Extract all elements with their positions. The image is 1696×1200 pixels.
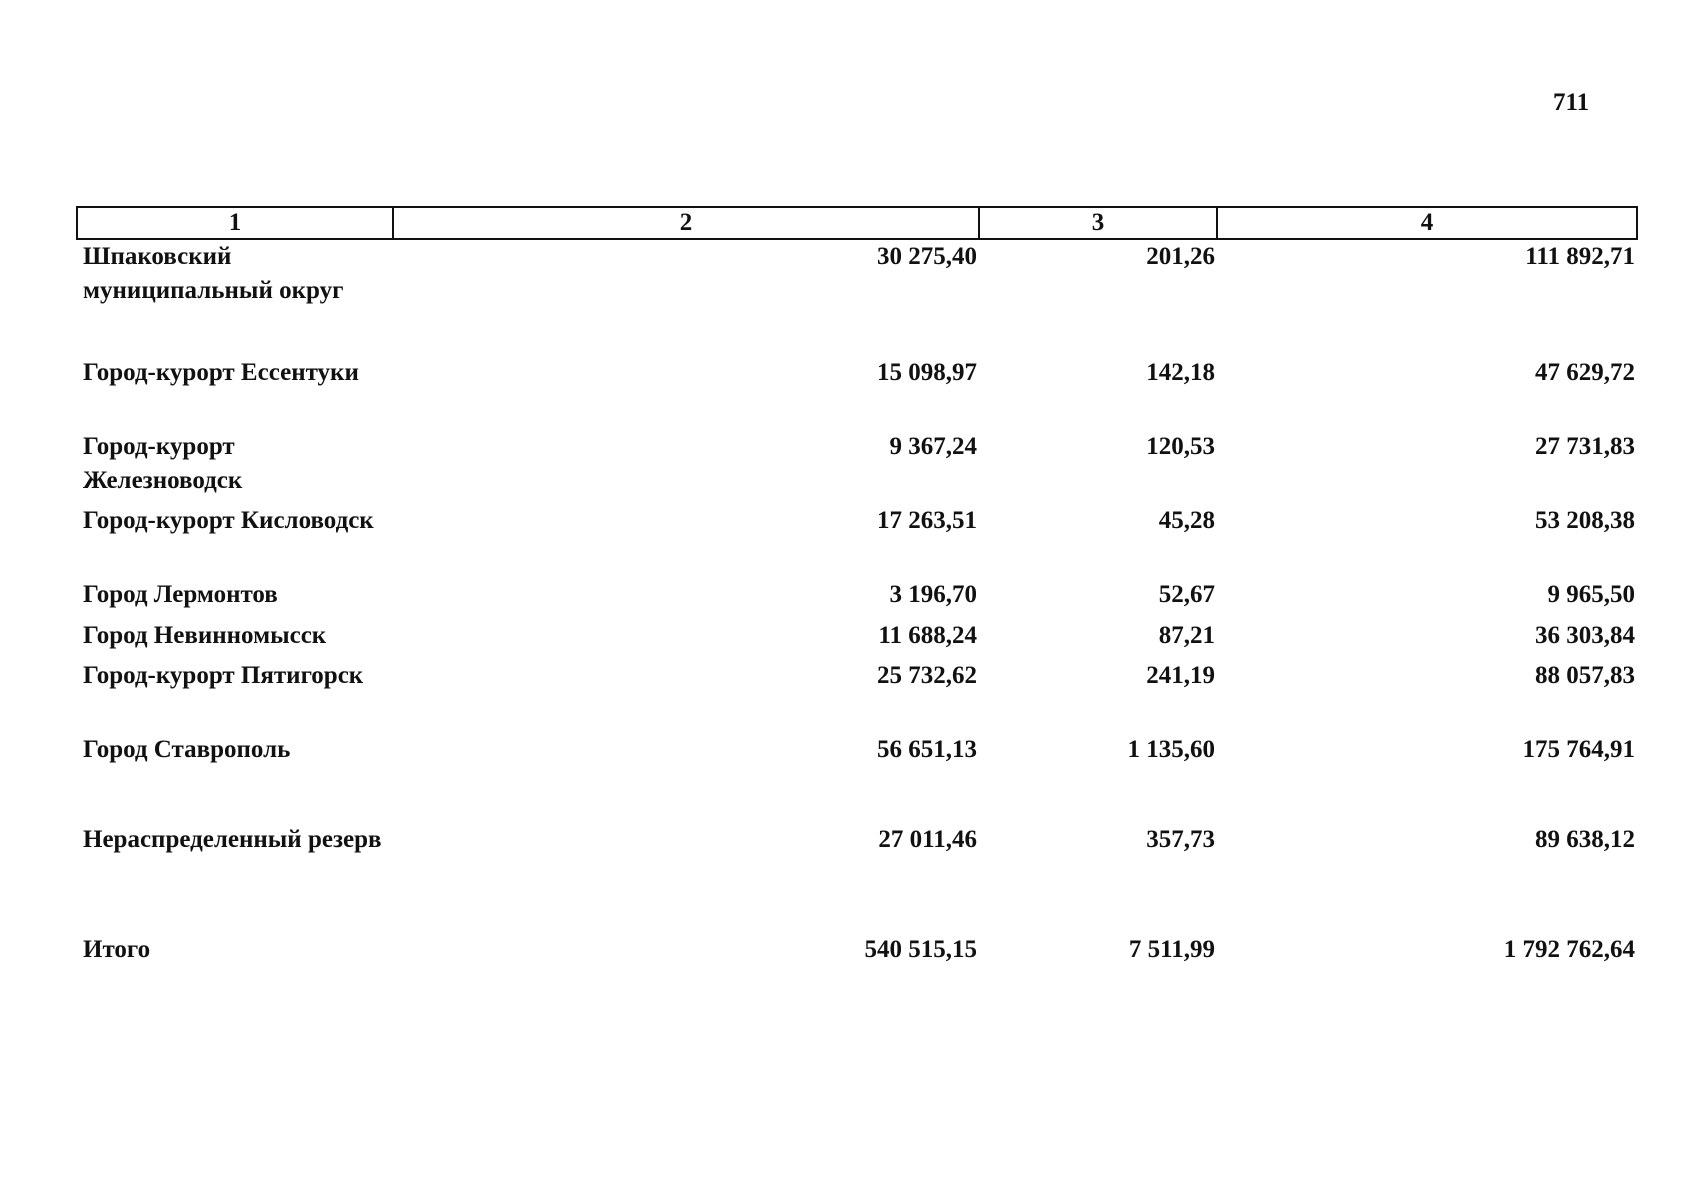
row-col4-value: 111 892,71 [1525, 243, 1635, 270]
row-col3-value: 142,18 [1146, 359, 1215, 386]
total-row [77, 933, 1637, 973]
row-col3-value: 45,28 [1158, 507, 1215, 534]
table-header [77, 207, 1637, 239]
row-col3-value: 357,73 [1146, 826, 1215, 853]
table-row [77, 619, 1637, 659]
header-row [77, 207, 1637, 239]
table-row [77, 356, 1637, 430]
row-col2-value: 3 196,70 [889, 581, 977, 608]
row-col2-value: 27 011,46 [878, 826, 977, 853]
row-col4-value: 88 057,83 [1535, 662, 1635, 689]
row-name: Город Ставрополь [83, 736, 291, 763]
row-col4-value: 27 731,83 [1535, 433, 1635, 460]
header-col-3: 3 [979, 207, 1217, 239]
row-col2-value: 56 651,13 [877, 736, 977, 763]
row-col2-value: 15 098,97 [877, 359, 977, 386]
table-row [77, 578, 1637, 619]
table-row [77, 659, 1637, 733]
total-label: Итого [83, 936, 151, 963]
table-row [77, 823, 1637, 933]
header-col-2: 2 [393, 207, 979, 239]
total-col4-value: 1 792 762,64 [1503, 936, 1635, 963]
row-col4-value: 175 764,91 [1522, 736, 1635, 763]
row-col3-value: 87,21 [1158, 622, 1215, 649]
table-row [77, 504, 1637, 578]
row-col4-value: 53 208,38 [1535, 507, 1635, 534]
row-col4-value: 47 629,72 [1535, 359, 1635, 386]
row-name: Город-курорт Пятигорск [83, 662, 364, 689]
table-row [77, 733, 1637, 823]
row-name: Город Невинномысск [83, 622, 327, 649]
table-body [77, 239, 1637, 973]
row-col3-value: 1 135,60 [1127, 736, 1215, 763]
row-name: Город-курорт Кисловодск [83, 507, 374, 534]
total-col2-value: 540 515,15 [864, 936, 977, 963]
row-col4-value: 9 965,50 [1547, 581, 1635, 608]
table-row [77, 430, 1637, 504]
row-name: Город-курорт Ессентуки [83, 359, 359, 386]
budget-table [76, 206, 1638, 973]
row-col3-value: 52,67 [1158, 581, 1215, 608]
header-col-1: 1 [77, 207, 393, 239]
row-col2-value: 25 732,62 [877, 662, 977, 689]
row-name: Город-курорт Железноводск [83, 433, 243, 494]
row-col2-value: 17 263,51 [877, 507, 977, 534]
page-number: 711 [1553, 89, 1590, 116]
row-name: Город Лермонтов [83, 581, 278, 608]
row-name: Шпаковский муниципальный округ [83, 243, 344, 304]
row-name: Нераспределенный резерв [83, 826, 382, 853]
header-col-4: 4 [1217, 207, 1637, 239]
row-col2-value: 11 688,24 [878, 622, 977, 649]
row-col4-value: 36 303,84 [1535, 622, 1635, 649]
row-col3-value: 201,26 [1146, 243, 1215, 270]
row-col4-value: 89 638,12 [1535, 826, 1635, 853]
total-col3-value: 7 511,99 [1128, 936, 1215, 963]
row-col3-value: 120,53 [1146, 433, 1215, 460]
row-col3-value: 241,19 [1146, 662, 1215, 689]
row-col2-value: 9 367,24 [889, 433, 977, 460]
table-row [77, 239, 1637, 356]
row-col2-value: 30 275,40 [877, 243, 977, 270]
